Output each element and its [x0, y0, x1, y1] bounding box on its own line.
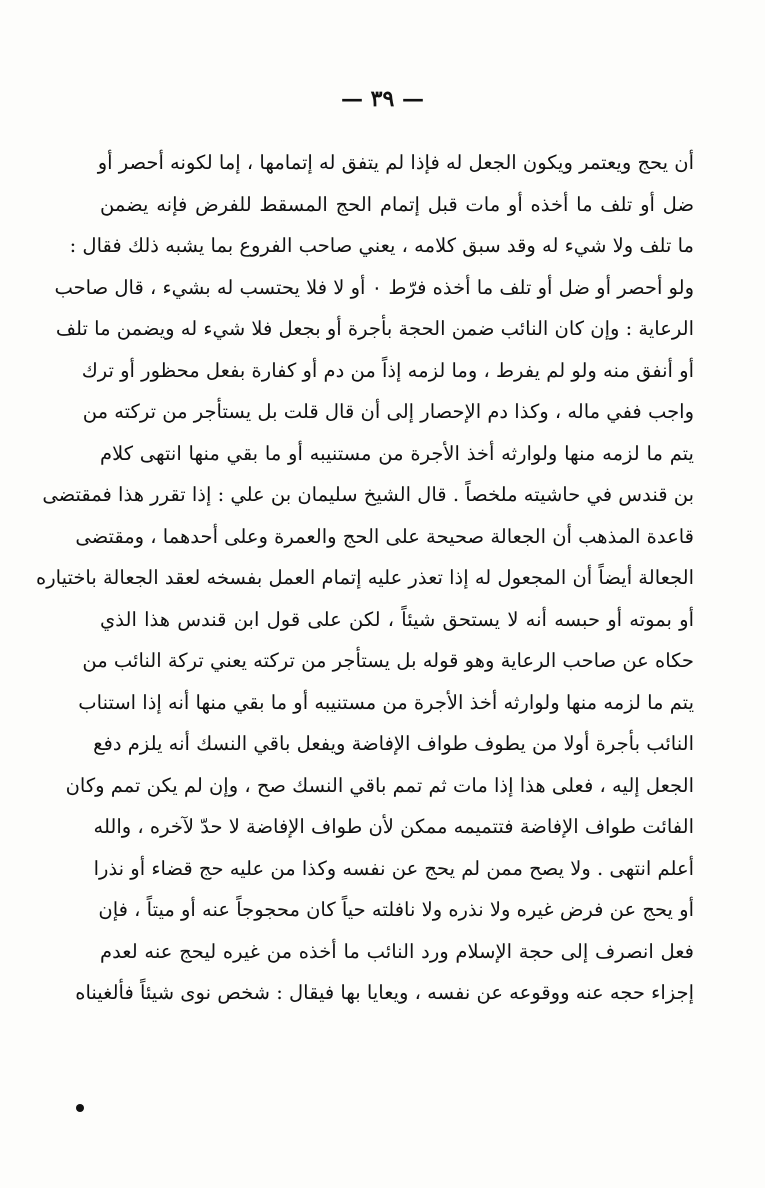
page-number: — ٣٩ —	[341, 86, 424, 112]
text-line: أو بموته أو حبسه أنه لا يستحق شيئاً ، لكن على قول ابن قندس هذا الذي	[100, 607, 694, 631]
text-line: يتم ما لزمه منها ولوارثه أخذ الأجرة من مستنيبه أو ما بقي منها انتهى كلام	[100, 441, 694, 465]
text-line: النائب بأجرة أولا من يطوف طواف الإفاضة ويفعل باقي النسك أنه يلزم دفع	[93, 732, 694, 755]
text-line: أو أنفق منه ولو لم يفرط ، وما لزمه إذاً من دم أو كفارة بفعل محظور أو ترك	[81, 358, 694, 382]
text-line: إجزاء حجه عنه ووقوعه عن نفسه ، ويعايا بها فيقال : شخص نوى شيئاً فألغيناه	[75, 981, 694, 1004]
text-line: أعلم انتهى . ولا يصح ممن لم يحج عن نفسه وكذا من عليه حج قضاء أو نذرا	[93, 856, 694, 880]
body-text	[36, 142, 694, 1014]
text-line: أو يحج عن فرض غيره ولا نذره ولا نافلته حياً كان محجوجاً عنه أو ميتاً ، فإن	[98, 898, 694, 921]
text-line: الرعاية : وإن كان النائب ضمن الحجة بأجرة أو بجعل فلا شيء له ويضمن ما تلف	[55, 317, 694, 340]
text-line: ما تلف ولا شيء له وقد سبق كلامه ، يعني صاحب الفروع بما يشبه ذلك فقال :	[69, 234, 694, 257]
text-line: أن يحج ويعتمر ويكون الجعل له فإذا لم يتفق له إتمامها ، إما لكونه أحصر أو	[97, 151, 694, 174]
text-line: قاعدة المذهب أن الجعالة صحيحة على الحج والعمرة وعلى أحدهما ، ومقتضى	[75, 524, 694, 548]
text-line: يتم ما لزمه منها ولوارثه أخذ الأجرة من مستنيبه أو ما بقي منها أنه إذا استناب	[78, 690, 694, 714]
text-line: الجعل إليه ، فعلى هذا إذا مات ثم تمم باقي النسك صح ، وإن لم يكن تمم وكان	[65, 773, 694, 797]
text-line: حكاه عن صاحب الرعاية وهو قوله بل يستأجر من تركته يعني تركة النائب من	[82, 649, 694, 672]
text-line: واجب ففي ماله ، وكذا دم الإحصار إلى أن قال قلت بل يستأجر من تركته من	[82, 400, 694, 423]
text-line: فعل انصرف إلى حجة الإسلام ورد النائب ما أخذه من غيره ليحج عنه لعدم	[100, 939, 694, 963]
text-line: ولو أحصر أو ضل أو تلف ما أخذه فرّط ٠ أو لا فلا يحتسب له بشيء ، قال صاحب	[54, 275, 694, 299]
text-line: ضل أو تلف ما أخذه أو مات قبل إتمام الحج المسقط للفرض فإنه يضمن	[100, 192, 694, 216]
text-line: بن قندس في حاشيته ملخصاً . قال الشيخ سليمان بن علي : إذا تقرر هذا فمقتضى	[42, 483, 694, 506]
margin-dot-mark	[76, 1104, 84, 1112]
text-line: الفائت طواف الإفاضة فتتميمه ممكن لأن طواف الإفاضة لا حدّ لآخره ، والله	[93, 815, 694, 838]
text-line: الجعالة أيضاً أن المجعول له إذا تعذر عليه إتمام العمل بفسخه لعقد الجعالة باختياره	[36, 566, 694, 589]
